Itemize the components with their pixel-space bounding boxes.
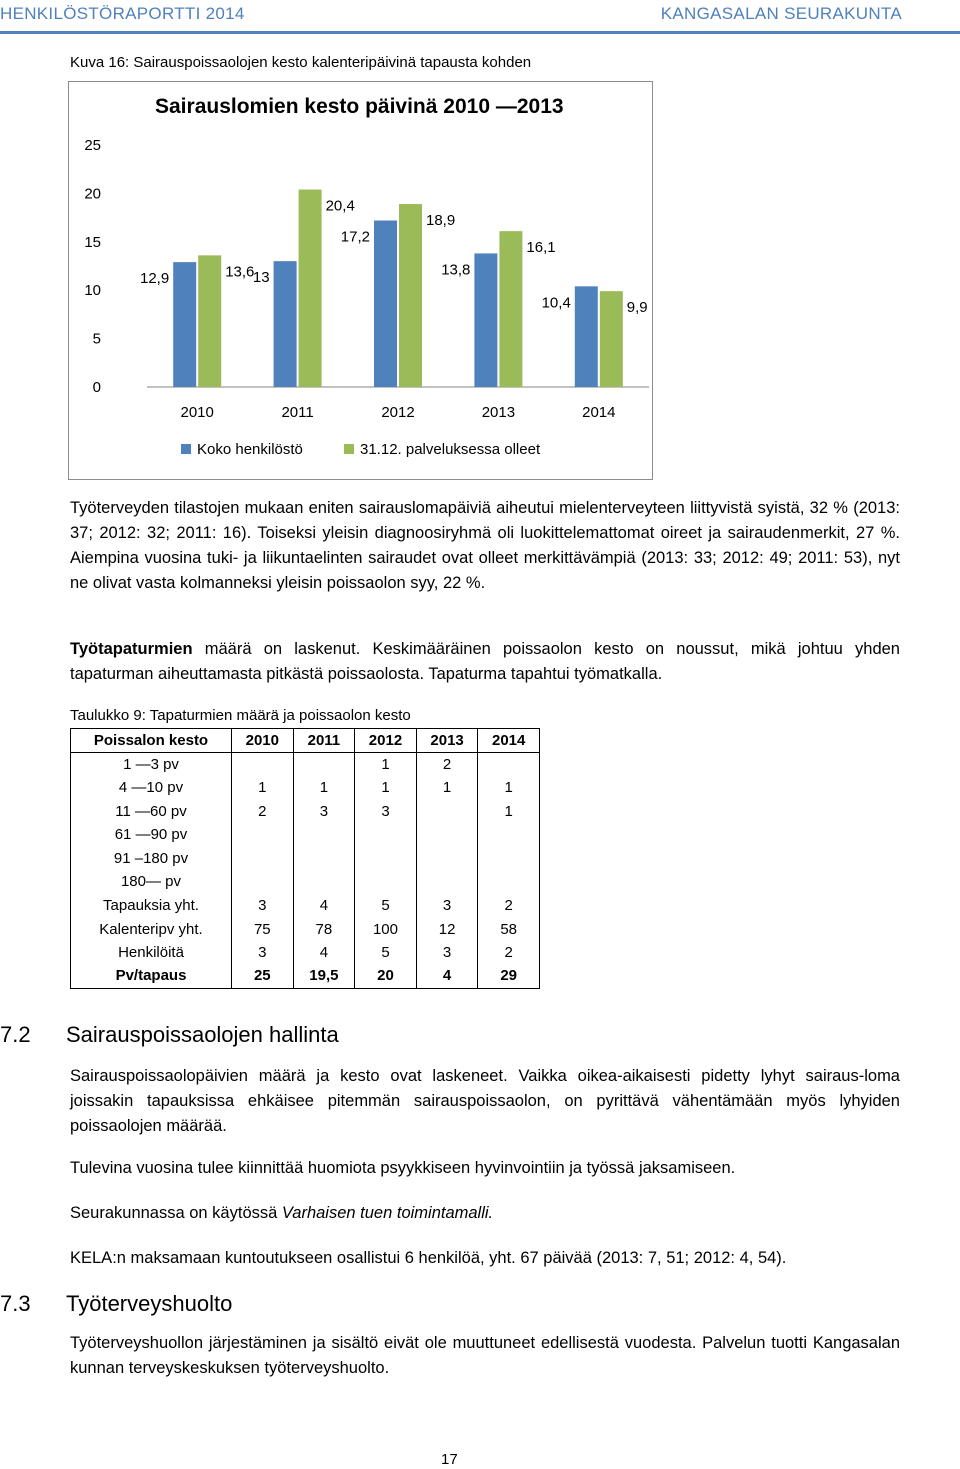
table-row <box>71 846 540 870</box>
table-cell <box>478 752 540 776</box>
legend-swatch <box>181 444 191 454</box>
paragraph-diagnoses <box>70 496 900 596</box>
section-7-2-text-1: Sairauspoissaolopäivien määrä ja kesto ovat laskeneet. Vaikka oikea-aikaisesti pidetty lyhyt sairaus-loma joissakin tapauksissa ehkäisee pitemmän sairauspoissaolon, on pyrittävä vähentämään myös lyhyiden poissaolojen määrää. <box>70 1067 900 1135</box>
section-7-2-paragraph-1 <box>70 1064 900 1139</box>
table-cell: 1 <box>416 776 478 800</box>
table-cell: 20 <box>355 964 417 988</box>
section-7-3-text: Työterveyshuollon järjestäminen ja sisältö eivät ole muuttuneet edellisestä vuodesta. Palvelun tuotti Kangasalan kunnan terveyskeskuksen työterveyshuolto. <box>70 1334 900 1377</box>
table-cell: 3 <box>355 799 417 823</box>
table-cell: 75 <box>232 917 294 941</box>
table-cell: 2012 <box>355 729 417 753</box>
x-tick-label: 2012 <box>381 404 415 421</box>
bar-koko-henkilosto-2011 <box>274 261 297 387</box>
table-cell: 1 <box>355 776 417 800</box>
table-cell: 1 <box>478 776 540 800</box>
table-cell <box>478 846 540 870</box>
table-cell <box>293 752 355 776</box>
accidents-text: määrä on laskenut. Keskimääräinen poissaolon kesto on noussut, mikä johtuu yhden tapaturman aiheuttamasta pitkästä poissaolosta. Tapaturma tapahtui työmatkalla. <box>70 640 900 683</box>
header-organization: KANGASALAN SEURAKUNTA <box>660 4 902 23</box>
section-7-2-heading <box>0 1022 339 1048</box>
table-cell: 4 <box>293 894 355 918</box>
table-cell: 25 <box>232 964 294 988</box>
table-cell <box>293 846 355 870</box>
table-cell: 3 <box>232 894 294 918</box>
legend-swatch <box>344 444 354 454</box>
accidents-bold-term: Työtapaturmien <box>70 640 193 658</box>
table-cell: 2 <box>478 941 540 965</box>
section-title: Sairauspoissaolojen hallinta <box>66 1022 339 1047</box>
x-tick-label: 2011 <box>281 404 314 421</box>
table-cell: 91 –180 pv <box>71 846 232 870</box>
paragraph-diagnoses-text: Työterveyden tilastojen mukaan eniten sairauslomapäiviä aiheutui mielenterveyteen liittyvistä syistä, 32 % (2013: 37; 2012: 32; 2011: 16). Toiseksi yleisin diagnoosiryhmä oli luokittelemattomat oireet ja sairaudenmerkit, 27 %. Aiempina vuosina tuki- ja liikuntaelinten sairaudet ovat olleet merkittävämpiä (2013: 33; 2012: 49; 2011: 53), nyt ne olivat vasta kolmanneksi yleisin poissaolon syy, 22 %. <box>70 499 900 592</box>
table-cell: 1 <box>293 776 355 800</box>
table-cell: 2011 <box>293 729 355 753</box>
table-cell: 4 <box>416 964 478 988</box>
table-cell <box>355 846 417 870</box>
table-cell: 2010 <box>232 729 294 753</box>
table-cell <box>232 870 294 894</box>
legend-label: Koko henkilöstö <box>197 441 303 458</box>
bar-palveluksessa-2014 <box>600 291 623 387</box>
table-cell: 78 <box>293 917 355 941</box>
table-cell: 2 <box>416 752 478 776</box>
table-cell <box>416 870 478 894</box>
y-tick-label: 0 <box>92 379 101 396</box>
table-cell: 3 <box>416 941 478 965</box>
table-cell: 3 <box>232 941 294 965</box>
data-label: 13,6 <box>225 263 255 281</box>
bar-palveluksessa-2011 <box>299 190 322 387</box>
table-cell: 2014 <box>478 729 540 753</box>
data-label: 20,4 <box>325 197 355 215</box>
table-row <box>71 776 540 800</box>
section-7-2-text-2: Tulevina vuosina tulee kiinnittää huomiota psyykkiseen hyvinvointiin ja työssä jaksamiseen. <box>70 1159 736 1177</box>
section-title: Työterveyshuolto <box>66 1291 233 1316</box>
table-cell: Pv/tapaus <box>71 964 232 988</box>
x-tick-label: 2010 <box>180 404 214 421</box>
bar-koko-henkilosto-2010 <box>173 262 196 387</box>
table-row <box>71 894 540 918</box>
section-7-2-paragraph-4 <box>70 1246 900 1271</box>
table-cell: 11 —60 pv <box>71 799 232 823</box>
table-row <box>71 964 540 988</box>
bar-koko-henkilosto-2014 <box>575 286 598 387</box>
section-7-2-paragraph-2 <box>70 1156 900 1181</box>
section-7-2-text-4: KELA:n maksamaan kuntoutukseen osallistui 6 henkilöä, yht. 67 päivää (2013: 7, 51; 2012: 4, 54). <box>70 1249 787 1267</box>
table-cell <box>232 823 294 847</box>
early-support-model: Varhaisen tuen toimintamalli. <box>281 1204 494 1222</box>
data-label: 17,2 <box>340 228 370 246</box>
section-7-3-heading <box>0 1291 232 1317</box>
table-cell: 5 <box>355 894 417 918</box>
bar-palveluksessa-2010 <box>198 255 221 387</box>
bar-koko-henkilosto-2012 <box>374 221 397 387</box>
table-cell <box>355 823 417 847</box>
chart-title: Sairauslomien kesto päivinä 2010 —2013 <box>155 95 564 118</box>
chart-frame <box>68 81 653 480</box>
table-cell: 61 —90 pv <box>71 823 232 847</box>
table-row <box>71 941 540 965</box>
table-cell <box>293 870 355 894</box>
y-tick-label: 10 <box>84 282 101 300</box>
table-cell: 1 <box>478 799 540 823</box>
table-cell: 12 <box>416 917 478 941</box>
table-row <box>71 799 540 823</box>
table-cell: 58 <box>478 917 540 941</box>
table-cell: 2013 <box>416 729 478 753</box>
table-cell: 5 <box>355 941 417 965</box>
data-label: 9,9 <box>626 299 648 317</box>
section-7-3-paragraph <box>70 1331 900 1381</box>
table-cell: 3 <box>416 894 478 918</box>
section-number: 7.3 <box>0 1291 31 1316</box>
table-cell: 1 <box>355 752 417 776</box>
accident-table <box>70 728 540 989</box>
table-cell: 29 <box>478 964 540 988</box>
table-cell: 1 —3 pv <box>71 752 232 776</box>
data-label: 18,9 <box>426 212 456 230</box>
table-cell: 100 <box>355 917 417 941</box>
y-tick-label: 15 <box>84 233 101 251</box>
table-caption: Taulukko 9: Tapaturmien määrä ja poissaolon kesto <box>70 707 411 724</box>
x-tick-label: 2014 <box>582 404 616 421</box>
section-7-2-text-3: Seurakunnassa on käytössä <box>70 1204 282 1222</box>
page-number: 17 <box>441 1451 458 1468</box>
y-tick-label: 25 <box>84 137 101 154</box>
table-cell <box>232 846 294 870</box>
table-cell: 180— pv <box>71 870 232 894</box>
table-cell <box>416 799 478 823</box>
table-cell <box>478 823 540 847</box>
header-report-title: HENKILÖSTÖRAPORTTI 2014 <box>0 4 245 23</box>
data-label: 16,1 <box>526 239 556 257</box>
table-cell: Henkilöitä <box>71 941 232 965</box>
table-cell: 1 <box>232 776 294 800</box>
table-cell <box>478 870 540 894</box>
section-7-2-paragraph-3 <box>70 1201 900 1226</box>
table-cell <box>355 870 417 894</box>
table-cell: Kalenteripv yht. <box>71 917 232 941</box>
bar-koko-henkilosto-2013 <box>474 253 497 387</box>
bar-palveluksessa-2012 <box>399 204 422 387</box>
table-cell: Poissalon kesto <box>71 729 232 753</box>
table-header-row <box>71 729 540 753</box>
table-cell: 4 —10 pv <box>71 776 232 800</box>
table-cell: 3 <box>293 799 355 823</box>
table-cell <box>416 823 478 847</box>
page-header <box>0 0 960 34</box>
paragraph-accidents <box>70 637 900 687</box>
table-row <box>71 917 540 941</box>
table-cell <box>232 752 294 776</box>
y-tick-label: 5 <box>92 330 101 348</box>
legend-label: 31.12. palveluksessa olleet <box>360 441 541 458</box>
table-cell: 2 <box>232 799 294 823</box>
section-number: 7.2 <box>0 1022 31 1047</box>
data-label: 13 <box>252 269 270 287</box>
data-label: 13,8 <box>441 261 471 279</box>
x-tick-label: 2013 <box>481 404 516 421</box>
table-row <box>71 752 540 776</box>
bar-chart <box>69 82 654 481</box>
table-cell: 4 <box>293 941 355 965</box>
table-cell <box>416 846 478 870</box>
table-cell: 19,5 <box>293 964 355 988</box>
data-label: 10,4 <box>541 294 571 312</box>
table-cell: Tapauksia yht. <box>71 894 232 918</box>
figure-caption: Kuva 16: Sairauspoissaolojen kesto kalenteripäivinä tapausta kohden <box>70 54 532 71</box>
data-label: 12,9 <box>139 270 170 288</box>
table-cell <box>293 823 355 847</box>
table-cell: 2 <box>478 894 540 918</box>
table-row <box>71 870 540 894</box>
table-row <box>71 823 540 847</box>
bar-palveluksessa-2013 <box>499 231 522 387</box>
y-tick-label: 20 <box>84 185 101 203</box>
